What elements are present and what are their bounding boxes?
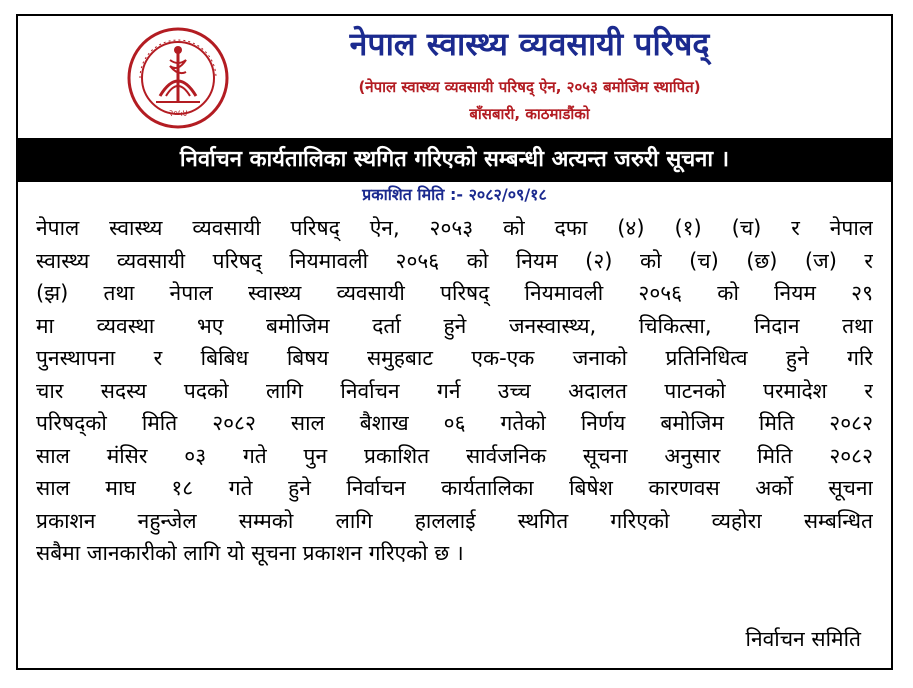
body-line: (झ) तथा नेपाल स्वास्थ्य व्यवसायी परिषद् नियमावली २०५६ को नियम २९	[36, 281, 873, 305]
seal-year: २०५४	[168, 109, 188, 119]
body-line: नेपाल स्वास्थ्य व्यवसायी परिषद् ऐन, २०५३ को दफा (४) (१) (च) र नेपाल	[36, 216, 873, 240]
body-line: प्रकाशन नहुन्जेल सम्मको लागि हाललाई स्थगित गरिएको व्यहोरा सम्बन्धित	[36, 508, 873, 533]
body-line: साल माघ १८ गते हुने निर्वाचन कार्यतालिका बिषेश कारणवस अर्को सूचना	[36, 476, 873, 500]
body-line: पुनस्थापना र बिबिध बिषय समुहबाट एक-एक जनाको प्रतिनिधित्व हुने गरि	[36, 346, 873, 370]
organization-name: नेपाल स्वास्थ्य व्यवसायी परिषद्	[349, 25, 710, 63]
organization-act: (नेपाल स्वास्थ्य व्यवसायी परिषद् ऐन, २०५३ बमोजिम स्थापित)	[358, 78, 701, 96]
publication-date: प्रकाशित मिति :- २०८२/०९/१८	[362, 185, 547, 204]
body-line: सबैमा जानकारीको लागि यो सूचना प्रकाशन गरिएको छ ।	[36, 541, 464, 565]
notice-frame	[16, 14, 893, 670]
organization-address: बाँसबारी, काठमाडौंको	[469, 105, 590, 123]
notice-body	[36, 212, 873, 570]
body-line: साल मंसिर ०३ गते पुन प्रकाशित सार्वजनिक सूचना अनुसार मिति २०८२	[36, 443, 873, 468]
signature-committee: निर्वाचन समिति	[745, 627, 861, 651]
body-line: मा व्यवस्था भए बमोजिम दर्ता हुने जनस्वास्थ्य, चिकित्सा, निदान तथा	[36, 313, 873, 338]
body-line: स्वास्थ्य व्यवसायी परिषद् नियमावली २०५६ को नियम (२) को (च) (छ) (ज) र	[36, 248, 873, 273]
body-line: चार सदस्य पदको लागि निर्वाचन गर्न उच्च अदालत पाटनको परमादेश र	[36, 378, 873, 403]
body-line: परिषद्को मिति २०८२ साल बैशाख ०६ गतेको निर्णय बमोजिम मिति २०८२	[36, 411, 873, 435]
notice-title-banner: निर्वाचन कार्यतालिका स्थगित गरिएको सम्बन्धी अत्यन्त जरुरी सूचना ।	[18, 138, 891, 182]
